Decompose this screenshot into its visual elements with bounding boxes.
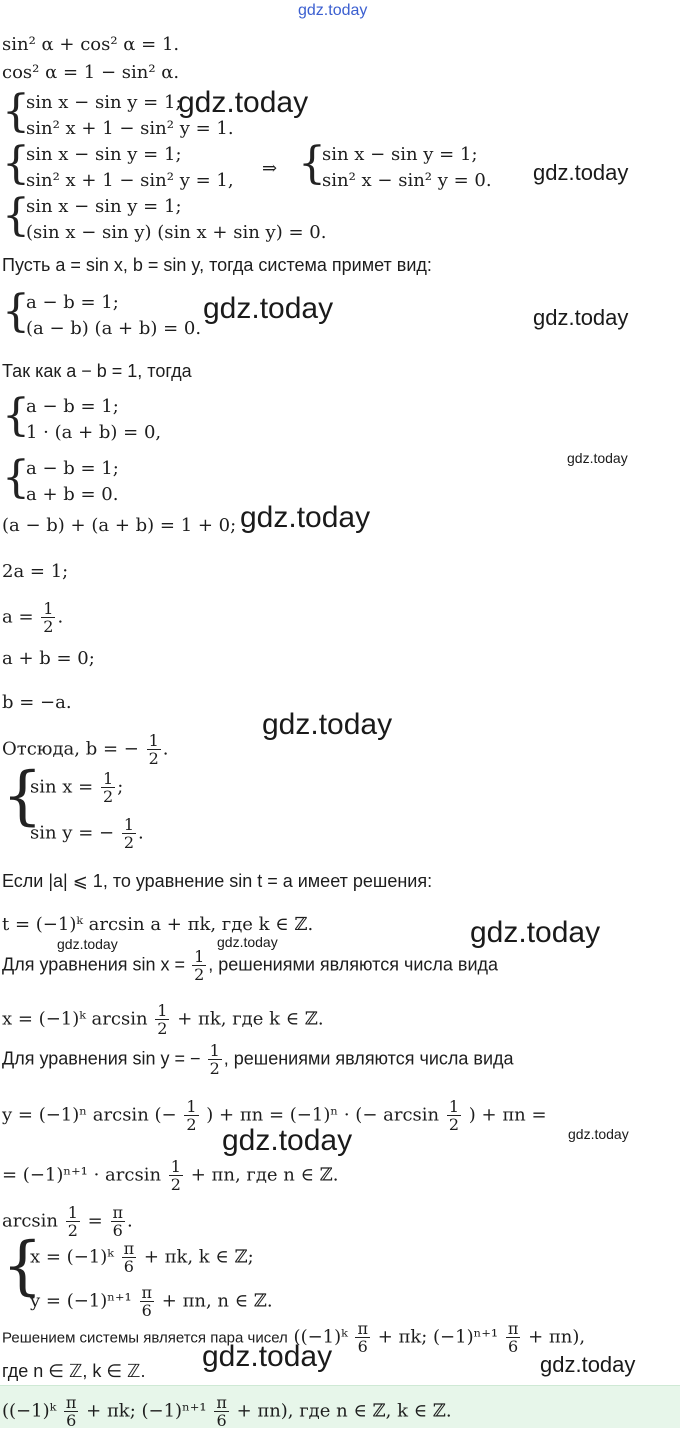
fraction: $\frac{1}{2}$ — [148, 731, 159, 768]
system-row: sin y = − $\frac{1}{2}$ . — [30, 815, 144, 852]
brace-icon: { — [2, 390, 30, 441]
text-line: где n ∈ ℤ, k ∈ ℤ. — [2, 1361, 146, 1381]
watermark: gdz.today — [533, 305, 629, 330]
equation-line: b = −a. — [2, 692, 72, 713]
text-line: Решением системы является пара чисел ((−1)ᵏ $\frac{\pi}{6}$ + πk; (−1)ⁿ⁺¹ $\frac{\pi}{6}$ + πn), — [2, 1319, 586, 1356]
watermark: gdz.today — [57, 936, 118, 952]
equation-line: x = (−1)ᵏ arcsin $\frac{1}{2}$ + πk, где k ∈ ℤ. — [2, 1001, 324, 1038]
equation-line: 2a = 1; — [2, 561, 69, 582]
equation-line: a = $\frac{1}{2}$ . — [2, 599, 64, 636]
system-row: x = (−1)ᵏ $\frac{\pi}{6}$ + πk, k ∈ ℤ; — [30, 1239, 254, 1276]
watermark: gdz.today — [217, 934, 278, 950]
brace-icon: { — [2, 138, 30, 189]
system-row: y = (−1)ⁿ⁺¹ $\frac{\pi}{6}$ + πn, n ∈ ℤ. — [30, 1283, 273, 1320]
watermark: gdz.today — [567, 450, 628, 466]
watermark: gdz.today — [568, 1126, 629, 1142]
watermark: gdz.today — [240, 501, 371, 534]
fraction: $\frac{1}{2}$ — [43, 599, 54, 636]
text-line: Пусть a = sin x, b = sin y, тогда система примет вид: — [2, 255, 432, 275]
watermark: gdz.today — [202, 1340, 333, 1373]
equation-line: y = (−1)ⁿ arcsin (− $\frac{1}{2}$ ) + πn = (−1)ⁿ · (− arcsin $\frac{1}{2}$ ) + πn = — [2, 1097, 547, 1134]
watermark: gdz.today — [203, 292, 334, 325]
system-row: (a − b) (a + b) = 0. — [26, 318, 202, 339]
watermark: gdz.today — [540, 1352, 636, 1377]
watermark: gdz.today — [222, 1124, 353, 1157]
system-row: sin x − sin y = 1; — [26, 196, 182, 217]
identity-line: sin² α + cos² α = 1. — [2, 34, 180, 55]
watermark: gdz.today — [178, 86, 309, 119]
system-row: a − b = 1; — [26, 292, 119, 313]
system-row: sin x − sin y = 1; — [322, 144, 478, 165]
brace-icon: { — [2, 759, 43, 833]
text-line: Если |a| ⩽ 1, то уравнение sin t = a имеет решения: — [2, 871, 433, 891]
implies-arrow-icon: ⇒ — [262, 158, 278, 179]
system-row: sin² x − sin² y = 0. — [322, 170, 492, 191]
brace-icon: { — [2, 190, 30, 241]
system-row: sin x = $\frac{1}{2}$ ; — [30, 769, 124, 806]
brace-icon: { — [2, 286, 30, 337]
equation-line: arcsin $\frac{1}{2}$ = $\frac{\pi}{6}$ . — [2, 1203, 133, 1240]
system-row: (sin x − sin y) (sin x + sin y) = 0. — [26, 222, 327, 243]
answer-line: ((−1)ᵏ $\frac{\pi}{6}$ + πk; (−1)ⁿ⁺¹ $\frac{\pi}{6}$ + πn), где n ∈ ℤ, k ∈ ℤ. — [2, 1393, 452, 1430]
watermark-top: gdz.today — [298, 2, 368, 19]
text-line: Для уравнения sin y = − $\frac{1}{2}$ , решениями являются числа вида — [2, 1041, 514, 1078]
watermark: gdz.today — [262, 708, 393, 741]
equation-line: a + b = 0; — [2, 648, 95, 669]
system-row: sin² x + 1 − sin² y = 1. — [26, 118, 234, 139]
system-row: a − b = 1; — [26, 396, 119, 417]
brace-icon: { — [298, 138, 326, 189]
identity-line: cos² α = 1 − sin² α. — [2, 62, 180, 83]
system-row: a + b = 0. — [26, 484, 119, 505]
brace-icon: { — [2, 1229, 43, 1303]
system-row: sin x − sin y = 1; — [26, 92, 182, 113]
system-row: sin x − sin y = 1; — [26, 144, 182, 165]
equation-line: = (−1)ⁿ⁺¹ · arcsin $\frac{1}{2}$ + πn, где n ∈ ℤ. — [2, 1157, 339, 1194]
brace-icon: { — [2, 452, 30, 503]
equation-line: t = (−1)ᵏ arcsin a + πk, где k ∈ ℤ. — [2, 914, 314, 935]
watermark: gdz.today — [533, 160, 629, 185]
equation-line: (a − b) + (a + b) = 1 + 0; — [2, 515, 237, 536]
text-line: Для уравнения sin x = $\frac{1}{2}$ , решениями являются числа вида — [2, 947, 499, 984]
watermark: gdz.today — [470, 916, 601, 949]
text-line: Так как a − b = 1, тогда — [2, 361, 192, 381]
system-row: 1 · (a + b) = 0, — [26, 422, 162, 443]
system-row: a − b = 1; — [26, 458, 119, 479]
system-row: sin² x + 1 − sin² y = 1, — [26, 170, 234, 191]
equation-line: Отсюда, b = − $\frac{1}{2}$ . — [2, 731, 169, 768]
brace-icon: { — [2, 86, 30, 137]
